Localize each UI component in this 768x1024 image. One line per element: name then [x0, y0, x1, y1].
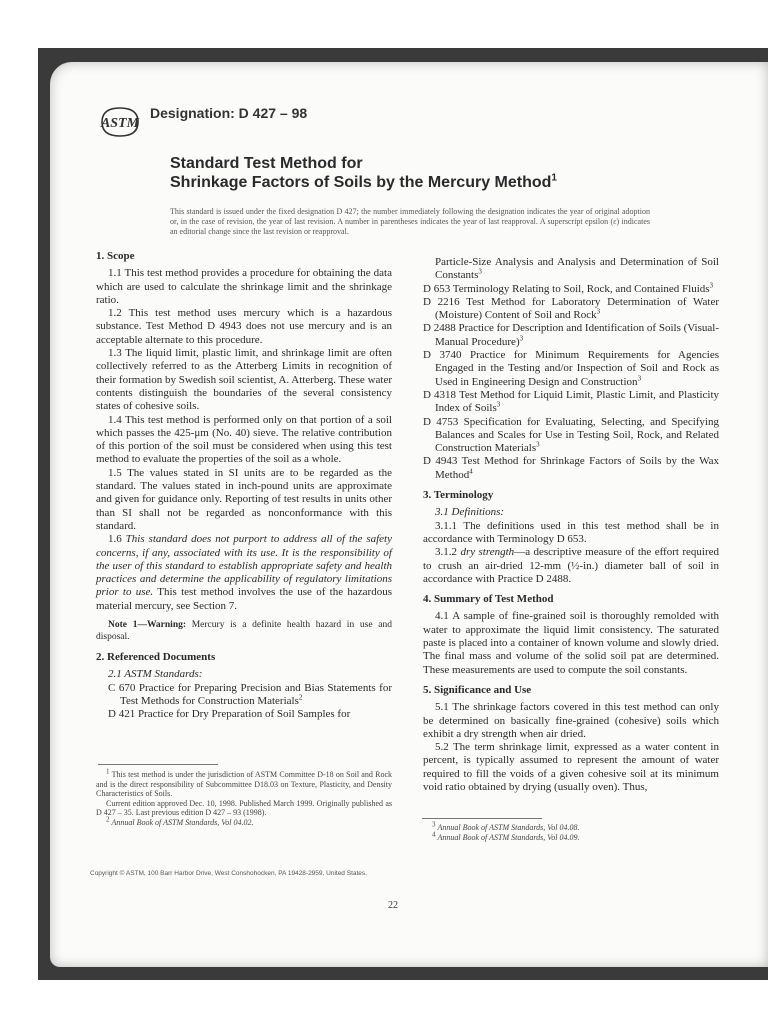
paragraph-1-5: 1.5 The values stated in SI units are to be regarded as the standard. The values stated in inch-pound units are approximate and given for guidance only. Reporting of test results in units other than SI shall not be regarded as nonconformance with this standard.: [96, 466, 392, 532]
paragraph-1-6: 1.6 This standard does not purport to address all of the safety concerns, if any, associated with its use. It is the responsibility of the user of this standard to establish appropriate safety and health practices and determine the applicability of regulatory limitations prior to use. This test method involves the use of the hazardous material mercury, see Section 7.: [96, 533, 393, 612]
ref-d3740: D 3740 Practice for Minimum Requirements for Agencies Engaged in the Testing and/or Inspection of Soil and Rock as Used in Engineering Design and Construction$^3$: [423, 349, 719, 388]
ref-d421: D 421 Practice for Dry Preparation of Soil Samples for: [108, 708, 351, 721]
paragraph-1-3: 1.3 The liquid limit, plastic limit, and shrinkage limit are often collectively referred to as the Atterberg Limits in recognition of their formation by Swedish soil scientist, A. Atterberg. These water contents distinguish the boundaries of the several consistency states of cohesive soils.: [96, 347, 392, 413]
section-heading-references: 2. Referenced Documents: [96, 651, 216, 664]
significance-5-1: 5.1 The shrinkage factors covered in this test method can only be determined on basically fine-grained (cohesive) soils which exhibit a dry strength when air dried.: [423, 701, 719, 740]
svg-text:ASTM: ASTM: [100, 116, 140, 131]
footnote-3: $^3$ Annual Book of ASTM Standards, Vol 04.08.: [432, 820, 580, 832]
section-heading-summary: 4. Summary of Test Method: [423, 593, 554, 606]
copyright-line: Copyright © ASTM, 100 Barr Harbor Drive, West Conshohocken, PA 19428-2959, United States.: [90, 870, 367, 877]
footnote-rule-right: [422, 818, 542, 819]
title-text: Shrinkage Factors of Soils by the Mercury Method: [170, 174, 552, 191]
footnote-rule-left: [98, 764, 218, 765]
footnotes-left: [96, 767, 392, 827]
paragraph-1-1: 1.1 This test method provides a procedure for obtaining the data which are used to calculate the shrinkage limit and the shrinkage ratio.: [96, 267, 392, 306]
term-3-1: 3.1 Definitions:: [435, 506, 505, 519]
ref-d421-continued: Particle-Size Analysis and Analysis and Determination of Soil Constants$^3$: [435, 256, 719, 282]
ref-c670: C 670 Practice for Preparing Precision and Bias Statements for Test Methods for Construction Materials$^2$: [108, 681, 392, 707]
note-1: Note 1—Warning: Mercury is a definite health hazard in use and disposal.: [96, 620, 392, 643]
section-heading-significance: 5. Significance and Use: [423, 683, 532, 696]
designation-label: Designation: D 427 – 98: [150, 105, 308, 121]
footnote-4: $^4$ Annual Book of ASTM Standards, Vol 04.09.: [432, 829, 580, 842]
title-line-1: Standard Test Method for: [170, 155, 363, 172]
title-footnote-mark: 1: [551, 172, 557, 184]
section-heading-terminology: 3. Terminology: [423, 489, 494, 502]
paragraph-1-4: 1.4 This test method is performed only on that portion of a soil which passes the 425-μm (No. 40) sieve. The relative contribution of this portion of the soil must be considered when using this test method to evaluate the properties of the soil as a whole.: [96, 413, 392, 466]
ref-d4318: D 4318 Test Method for Liquid Limit, Plastic Limit, and Plasticity Index of Soils$^3$: [423, 388, 719, 415]
right-column: [423, 256, 719, 794]
ref-d2488: D 2488 Practice for Description and Identification of Soils (Visual-Manual Procedure)$^3$: [423, 322, 719, 348]
footnote-2: $^2$ Annual Book of ASTM Standards, Vol 04.02.: [106, 814, 254, 827]
summary-4-1: 4.1 A sample of fine-grained soil is thoroughly remolded with water to approximate the liquid limit consistency. The saturated paste is placed into a container of known volume and slowly dried. The final mass and volume of the solid soil pat are determined. These measurements are used to compute the soil constants.: [423, 610, 719, 676]
ref-d2216: D 2216 Test Method for Laboratory Determination of Water (Moisture) Content of Soil and Rock$^3$: [423, 295, 719, 322]
section-heading-scope: 1. Scope: [96, 250, 135, 262]
ref-2-1: 2.1 ASTM Standards:: [108, 668, 203, 681]
issue-note: This standard is issued under the fixed designation D 427; the number immediately following the designation indicates the year of original adoption or, in the case of revision, the year of last revision. A number in parentheses indicates the year of last reapproval. A superscript epsilon (ε) indicates an editorial change since the last revision or reapproval.: [170, 207, 650, 236]
footnotes-right: [422, 820, 718, 842]
footnote-1: $^1$ This test method is under the jurisdiction of ASTM Committee D-18 on Soil and Rock and is the direct responsibility of Subcommittee D18.03 on Texture, Plasticity, and Density Characteristics of Soils.: [96, 767, 392, 798]
term-3-1-2: 3.1.2 dry strength—a descriptive measure of the effort required to crush an air-dried 12-mm (½-in.) diameter ball of soil in accordance with Practice D 2488.: [423, 546, 720, 585]
astm-logo-icon: [98, 104, 142, 140]
significance-5-2: 5.2 The term shrinkage limit, expressed as a water content in percent, is typically assumed to represent the amount of water required to fill the voids of a given cohesive soil at its minimum void ratio obtained by drying (usually oven). Thus,: [423, 741, 719, 793]
title-line-2: [170, 174, 557, 192]
ref-d4753: D 4753 Specification for Evaluating, Selecting, and Specifying Balances and Scales for Use in Testing Soil, Rock, and Related Construction Materials$^3$: [423, 415, 719, 455]
ref-d4943: D 4943 Test Method for Shrinkage Factors of Soils by the Wax Method$^4$: [423, 455, 719, 481]
document-page: [50, 62, 768, 967]
left-column: [96, 250, 392, 722]
paragraph-1-2: 1.2 This test method uses mercury which is a hazardous substance. Test Method D 4943 does not use mercury and is an acceptable alternate to this procedure.: [96, 307, 392, 346]
page-number: 22: [388, 900, 398, 911]
term-3-1-1: 3.1.1 The definitions used in this test method shall be in accordance with Terminology D 653.: [423, 519, 719, 545]
footnote-1b: Current edition approved Dec. 10, 1998. Published March 1999. Originally published as D 427 – 35. Last previous edition D 427 – 93 (1998).: [96, 798, 392, 817]
ref-d653: D 653 Terminology Relating to Soil, Rock, and Contained Fluids$^3$: [423, 280, 714, 295]
